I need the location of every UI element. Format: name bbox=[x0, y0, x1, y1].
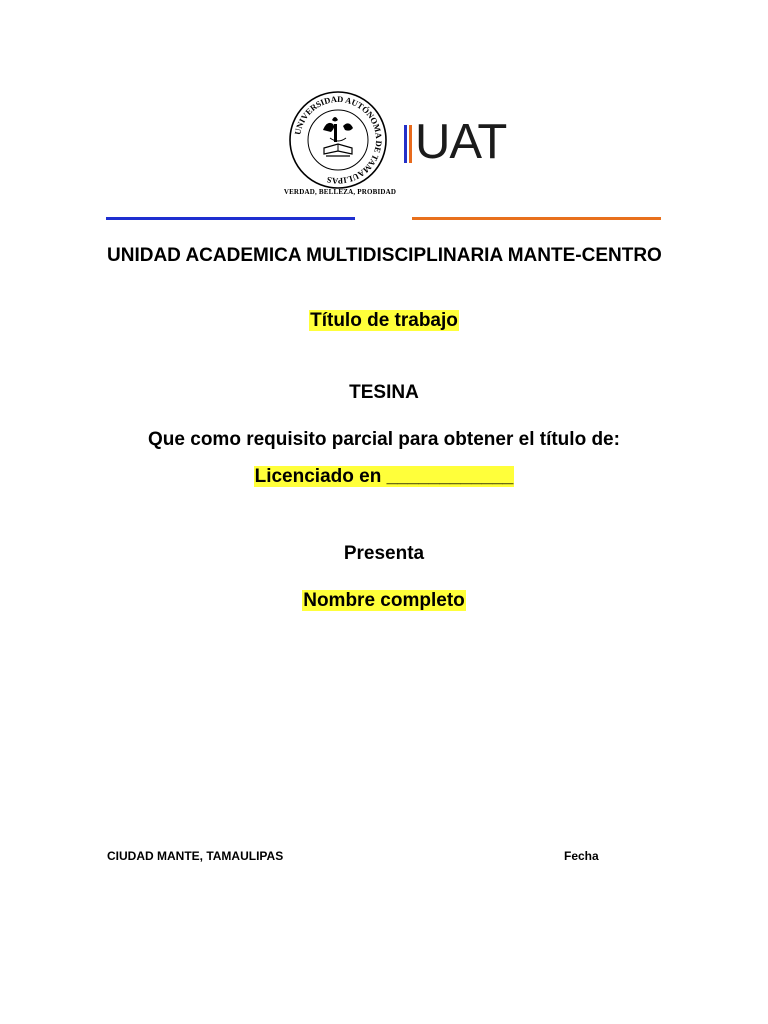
seal-motto: VERDAD, BELLEZA, PROBIDAD bbox=[283, 188, 397, 196]
author-line bbox=[0, 590, 768, 612]
uat-logo-orange-bar bbox=[409, 125, 412, 163]
degree-title: Licenciado en ____________ bbox=[254, 466, 514, 487]
seal-ring-text: UNIVERSIDAD AUTÓNOMA DE TAMAULIPAS bbox=[292, 93, 385, 187]
header-rule-orange bbox=[412, 217, 661, 220]
header-rule-blue bbox=[106, 217, 355, 220]
presents-label: Presenta bbox=[343, 543, 425, 564]
document-type: TESINA bbox=[349, 382, 419, 403]
degree-line bbox=[0, 466, 768, 488]
work-title: Título de trabajo bbox=[310, 310, 458, 331]
svg-text:UNIVERSIDAD AUTÓNOMA DE TAMAUL bbox=[292, 94, 384, 186]
requirement-text: Que como requisito parcial para obtener el título de: bbox=[148, 429, 620, 450]
footer-date-label: Fecha bbox=[564, 849, 599, 863]
uat-logo-text: UAT bbox=[415, 115, 507, 169]
academic-unit-name: UNIDAD ACADEMICA MULTIDISCIPLINARIA MANTE-CENTRO bbox=[107, 245, 662, 266]
author-name: Nombre completo bbox=[303, 590, 465, 611]
university-seal-logo bbox=[288, 90, 388, 190]
uat-logo-blue-bar bbox=[404, 125, 407, 163]
footer-location: CIUDAD MANTE, TAMAULIPAS bbox=[107, 849, 284, 863]
work-title-line bbox=[0, 310, 768, 332]
